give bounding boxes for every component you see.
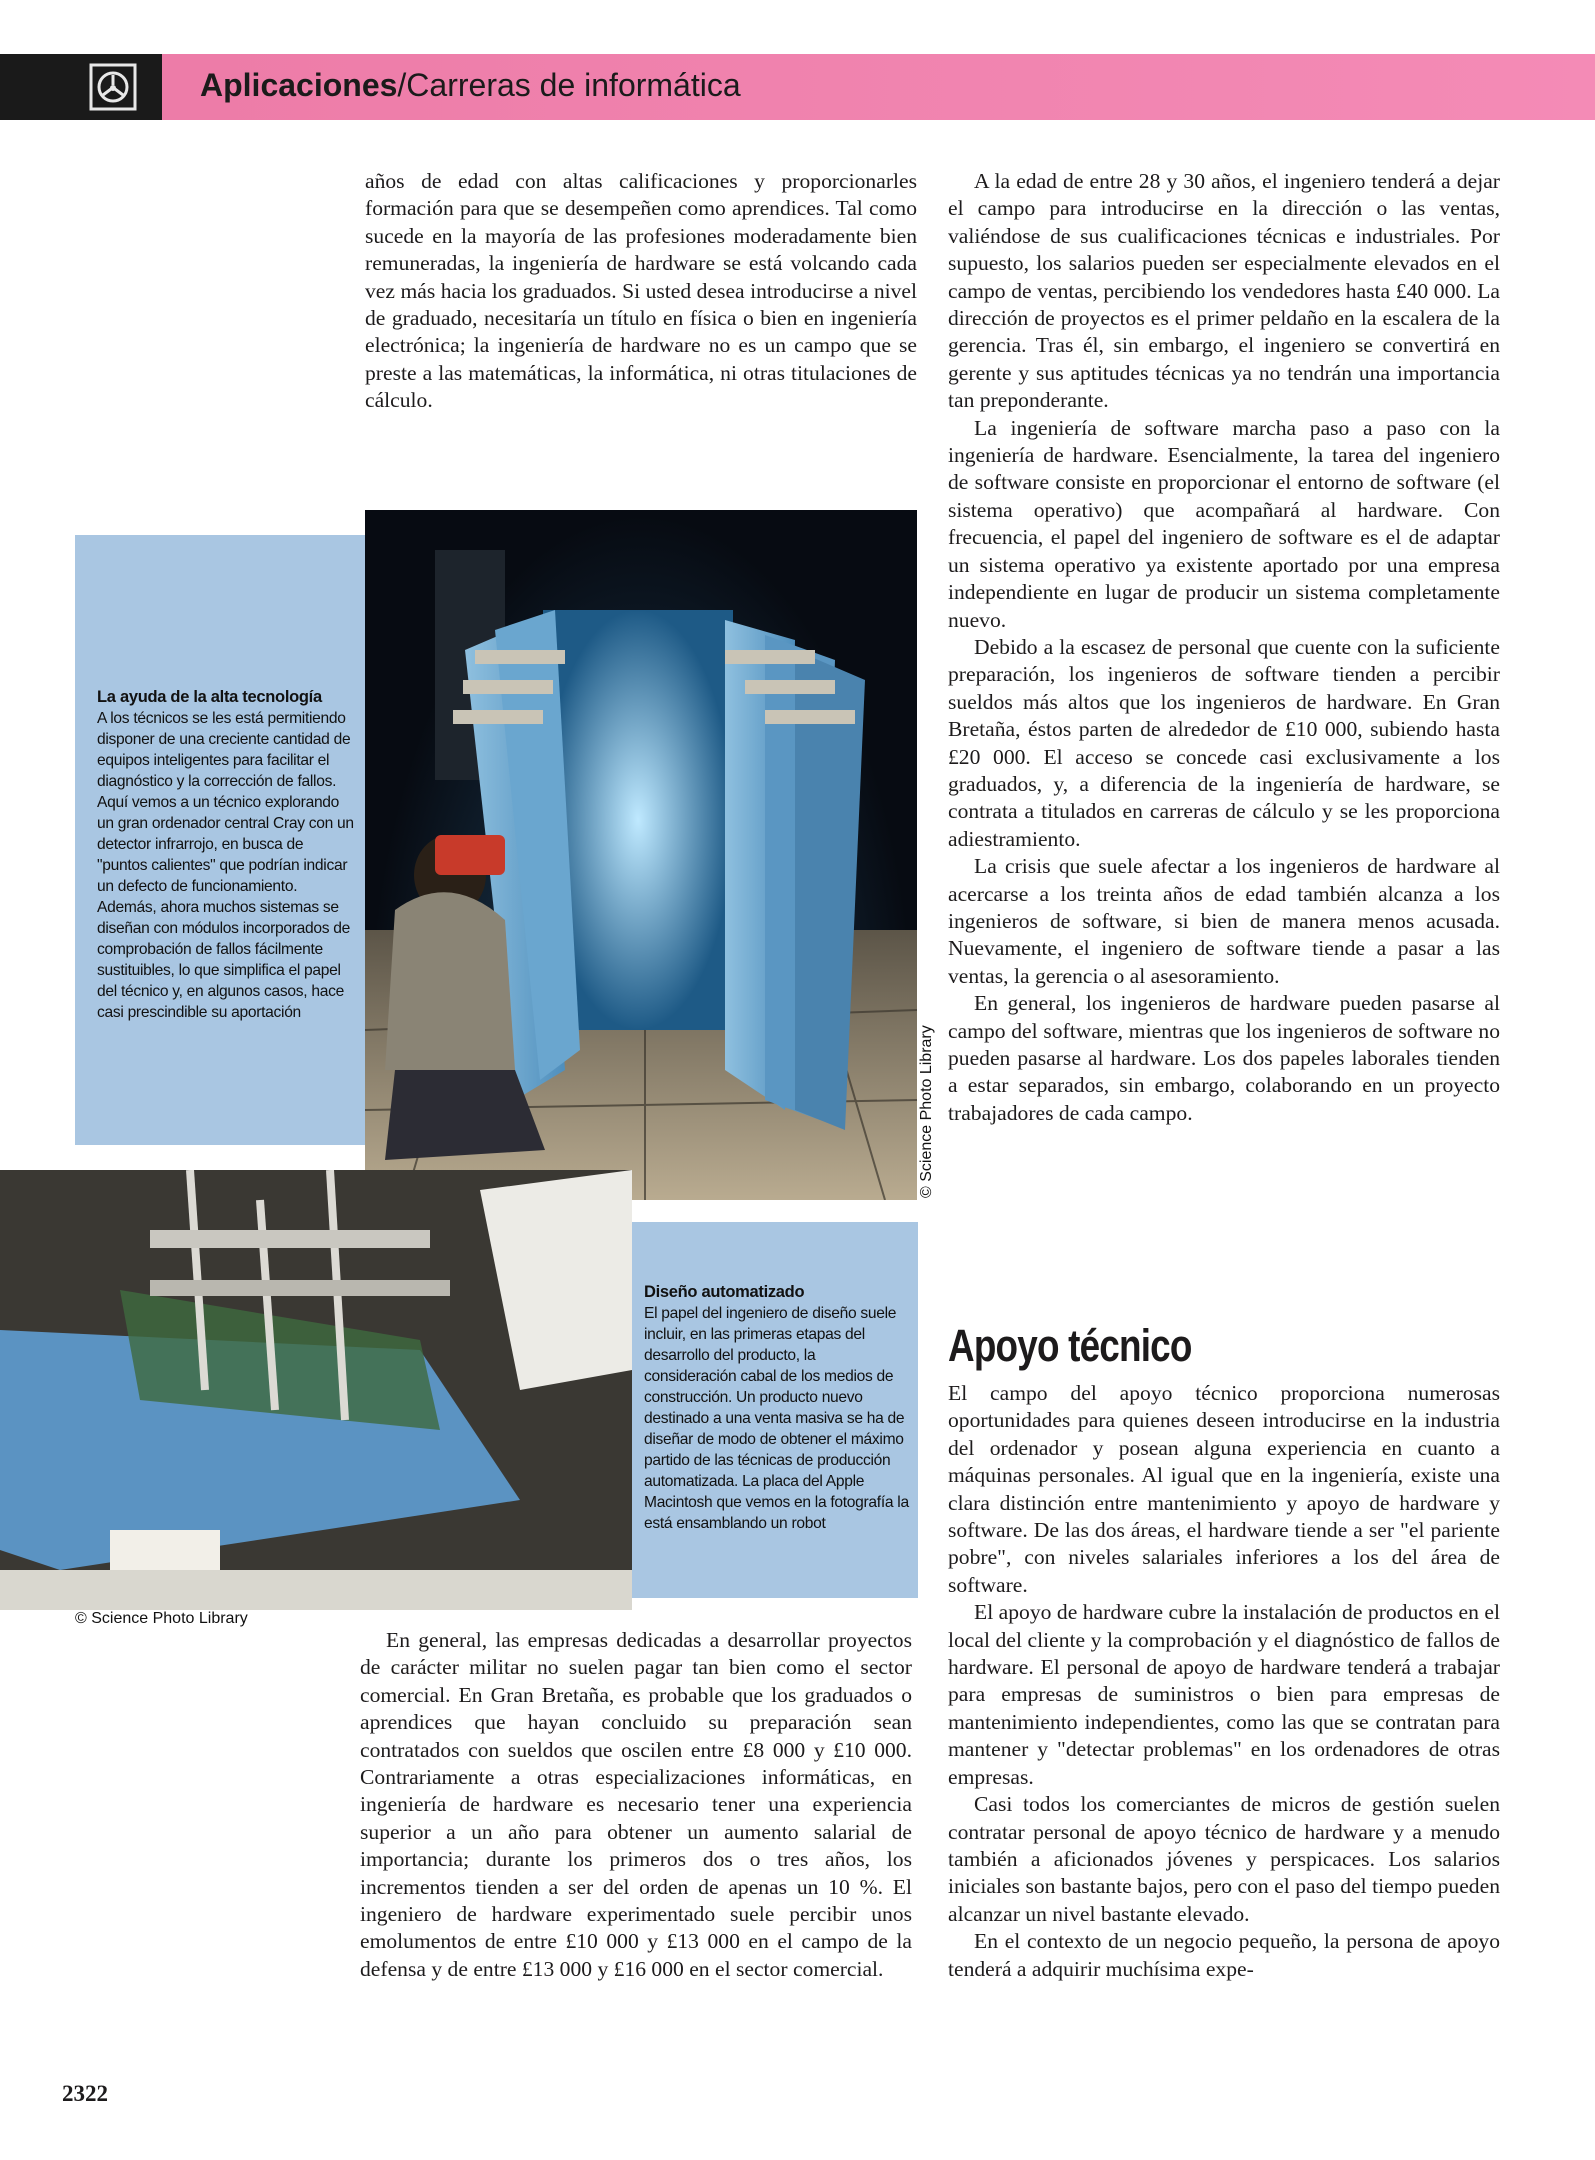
robot-illustration	[0, 1170, 632, 1610]
right-paragraph-2: La ingeniería de software marcha paso a paso con la ingeniería de hardware. Esencialmente, la tarea del ingeniero de software consiste en proporcionar el entorno de software (el sistema operativo) que acompañará al hardware. Con frecuencia, el papel del ingeniero de software es el de adaptar un sistema operativo ya existente aportado por una empresa independiente en lugar de producir un sistema completamente nuevo.	[948, 415, 1500, 632]
section-logo-box	[0, 54, 162, 120]
series-logo-icon	[89, 63, 137, 111]
section-paragraph-4: En el contexto de un negocio pequeño, la persona de apoyo tenderá a adquirir muchísima expe-	[948, 1929, 1500, 1981]
caption-cray-title: La ayuda de la alta tecnología	[97, 688, 322, 706]
caption-cray-text: A los técnicos se les está permitiendo disponer de una creciente cantidad de equipos inteligentes para facilitar el diagnóstico y la corrección de fallos. Aquí vemos a un técnico explorando un gran ordenador central Cray con un detector infrarrojo, en busca de "puntos calientes" que podrían indicar un defecto de funcionamiento. Además, ahora muchos sistemas se diseñan con módulos incorporados de comprobación de fallos fácilmente sustituibles, lo que simplifica el papel del técnico y, en algunos casos, hace casi prescindible su aportación	[97, 710, 354, 1021]
section-paragraph-3: Casi todos los comerciantes de micros de gestión suelen contratar personal de apoyo técnico de hardware y a menudo también a aficionados jóvenes y perspicaces. Los salarios iniciales son bastante bajos, pero con el paso del tiempo pueden alcanzar un nivel bastante elevado.	[948, 1792, 1500, 1926]
caption-cray-box	[75, 535, 365, 1145]
photo-credit-bottom: © Science Photo Library	[75, 1610, 248, 1627]
cray-illustration	[365, 510, 917, 1200]
caption-robot-title: Diseño automatizado	[644, 1283, 805, 1301]
page-header-title	[200, 67, 741, 104]
section-paragraph-1: El campo del apoyo técnico proporciona numerosas oportunidades para quienes deseen introducirse en la industria del ordenador y posean alguna experiencia en cuanto a máquinas personales. Al igual que en la ingeniería, existe una clara distinción entre mantenimiento y apoyo de hardware y software. De las dos áreas, el hardware tiende a ser "el pariente pobre", con niveles salariales inferiores a los del área de software.	[948, 1381, 1500, 1597]
right-paragraph-4: La crisis que suele afectar a los ingenieros de hardware al acercarse a los treinta años de edad también alcanza a los ingenieros de software, si bien de manera menos acusada. Nuevamente, el ingeniero de software tiende a pasar a las ventas, la gerencia o al asesoramiento.	[948, 854, 1500, 988]
header-title-bold: Aplicaciones	[200, 67, 398, 103]
right-paragraph-1: A la edad de entre 28 y 30 años, el ingeniero tenderá a dejar el campo para introducirse en la dirección o las ventas, valiéndose de sus cualificaciones técnicas e industriales. Por supuesto, los salarios pueden ser especialmente elevados en el campo de ventas, percibiendo los vendedores hasta £40 000. La dirección de proyectos es el primer peldaño en la escalera de la gerencia. Tras él, sin embargo, el ingeniero se convertirá en gerente y sus aptitudes técnicas ya no tendrán una importancia tan preponderante.	[948, 169, 1500, 413]
section-heading: Apoyo técnico	[948, 1320, 1192, 1371]
photo-credit-vertical: © Science Photo Library	[918, 1025, 935, 1198]
robot-assembly-photo	[0, 1170, 632, 1610]
right-column-text	[948, 168, 1500, 1127]
cray-computer-photo	[365, 510, 917, 1200]
left-bottom-text	[360, 1627, 912, 1983]
caption-robot-box	[632, 1222, 918, 1598]
section-text	[948, 1380, 1500, 1983]
header-title-rest: /Carreras de informática	[397, 67, 741, 103]
caption-robot-text: El papel del ingeniero de diseño suele incluir, en las primeras etapas del desarrollo del producto, la consideración cabal de los medios de construcción. Un producto nuevo destinado a una venta masiva se ha de diseñar de modo de obtener el máximo partido de las técnicas de producción automatizada. La placa del Apple Macintosh que vemos en la fotografía la está ensamblando un robot	[644, 1305, 909, 1532]
right-paragraph-3: Debido a la escasez de personal que cuente con la suficiente preparación, los ingenieros de software tienden a percibir sueldos más altos que los ingenieros de hardware. En Gran Bretaña, éstos parten de alrededor de £10 000, subiendo hasta £20 000. El acceso se concede casi exclusivamente a los graduados, y, a diferencia de la ingeniería de hardware, se contrata a titulados en carreras de cálculo y se les proporciona adiestramiento.	[948, 634, 1500, 851]
left-bottom-paragraph: En general, las empresas dedicadas a desarrollar proyectos de carácter militar no suelen pagar tan bien como el sector comercial. En Gran Bretaña, es probable que los graduados o aprendices que hayan concluido su preparación sean contratados con sueldos que oscilen entre £8 000 y £10 000. Contrariamente a otras especializaciones informáticas, en ingeniería de hardware es necesario tener una experiencia superior a un año para obtener un aumento salarial de importancia; durante los primeros dos o tres años, los incrementos tienden a ser del orden de apenas un 10 %. El ingeniero de hardware experimentado suele percibir unos emolumentos de entre £10 000 y £13 000 en el campo de la defensa y de entre £13 000 y £16 000 en el sector comercial.	[360, 1628, 912, 1981]
left-top-text	[365, 168, 917, 415]
left-top-paragraph: años de edad con altas calificaciones y proporcionarles formación para que se desempeñen como aprendices. Tal como sucede en la mayoría de las profesiones moderadamente bien remuneradas, la ingeniería de hardware se está volcando cada vez más hacia los graduados. Si usted desea introducirse a nivel de graduado, necesitaría un título en física o bien en ingeniería electrónica; la ingeniería de hardware no es un campo que se preste a las matemáticas, la informática, ni otras titulaciones de cálculo.	[365, 169, 917, 413]
right-paragraph-5: En general, los ingenieros de hardware pueden pasarse al campo del software, mientras que los ingenieros de software no pueden pasarse al hardware. Los dos papeles laborales tienden a estar separados, sin embargo, colaborando en un proyecto trabajadores de cada campo.	[948, 991, 1500, 1125]
page-number: 2322	[62, 2081, 108, 2106]
section-paragraph-2: El apoyo de hardware cubre la instalación de productos en el local del cliente y la comprobación y el diagnóstico de fallos de hardware. El personal de apoyo de hardware tenderá a trabajar para empresas de suministros o bien para empresas de mantenimiento independientes, como las que se contratan para mantener y "detectar problemas" en los ordenadores de otras empresas.	[948, 1600, 1500, 1789]
